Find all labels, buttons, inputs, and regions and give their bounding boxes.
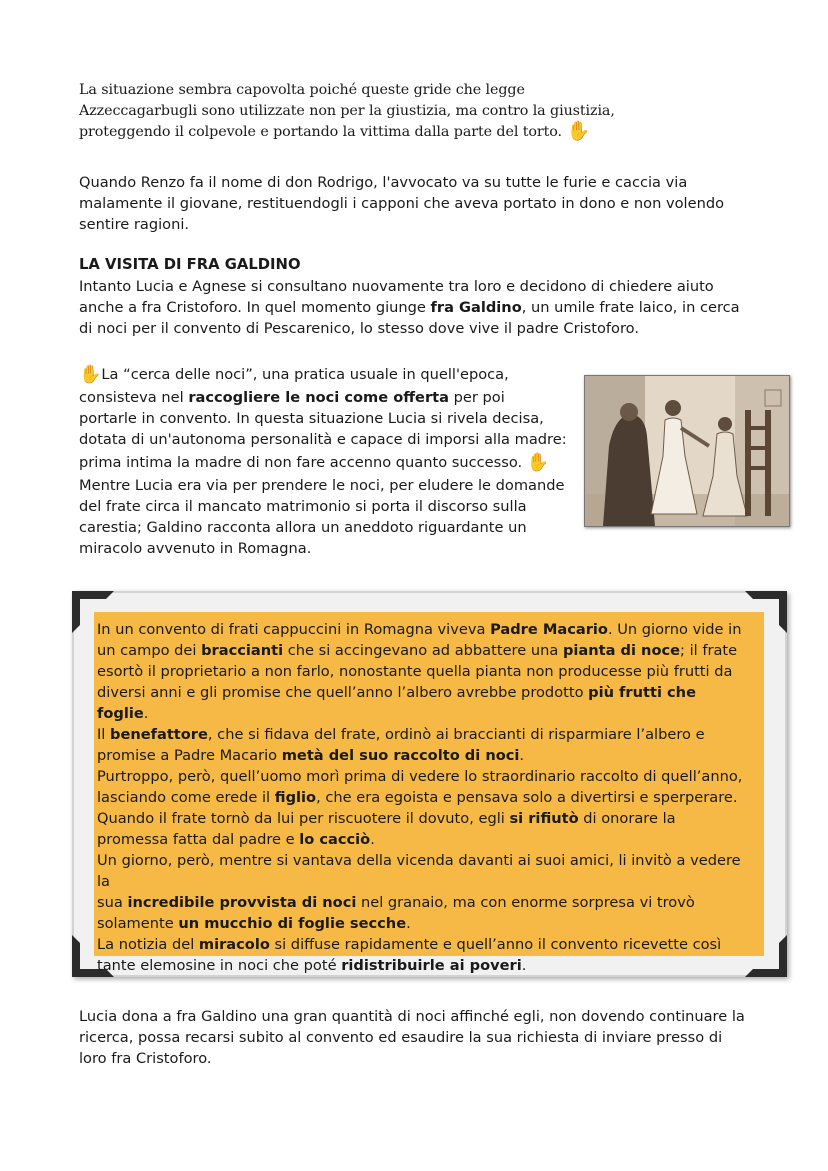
- text-line: ricerca, possa recarsi subito al convento ed esaudire la sua richiesta di inviare presso di: [79, 1029, 723, 1046]
- story-line: Quando il frate tornò da lui per riscuotere il dovuto, egli si rifiutò di onorare la: [97, 810, 676, 827]
- story-line: Purtroppo, però, quell’uomo morì prima di vedere lo straordinario raccolto di quell’anno,: [97, 768, 743, 785]
- text-line: Lucia dona a fra Galdino una gran quantità di noci affinché egli, non dovendo continuare la: [79, 1008, 745, 1025]
- engraving-image: [585, 376, 789, 526]
- text-line: ✋La “cerca delle noci”, una pratica usuale in quell'epoca,: [79, 364, 509, 385]
- bold-term: raccogliere le noci come offerta: [188, 389, 449, 406]
- text-line: anche a fra Cristoforo. In quel momento giunge fra Galdino, un umile frate laico, in cerca: [79, 299, 740, 316]
- story-line: solamente un mucchio di foglie secche.: [97, 915, 411, 932]
- intro-paragraph: [79, 80, 615, 143]
- text-line: carestia; Galdino racconta allora un aneddoto riguardante un: [79, 519, 527, 536]
- story-line: sua incredibile provvista di noci nel granaio, ma con enorme sorpresa vi trovò: [97, 894, 695, 911]
- section-heading: LA VISITA DI FRA GALDINO: [79, 256, 301, 273]
- closing-paragraph: [79, 1006, 745, 1069]
- story-line: promessa fatta dal padre e lo cacciò.: [97, 831, 375, 848]
- story-line: diversi anni e gli promise che quell’anno l’albero avrebbe prodotto più frutti che: [97, 684, 696, 701]
- story-line: Un giorno, però, mentre si vantava della vicenda davanti ai suoi amici, li invitò a vedere la: [97, 852, 741, 890]
- renzo-paragraph: [79, 172, 724, 235]
- raised-hand-icon: ✋: [526, 452, 550, 473]
- engraving-illustration: [584, 375, 790, 527]
- text-line: del frate circa il mancato matrimonio si porta il discorso sulla: [79, 498, 527, 515]
- text-line: Azzeccagarbugli sono utilizzate non per la giustizia, ma contro la giustizia,: [79, 103, 615, 119]
- galdino-paragraph: [79, 276, 740, 339]
- text-line: proteggendo il colpevole e portando la vittima dalla parte del torto. ✋: [79, 120, 591, 142]
- text-line: Mentre Lucia era via per prendere le noci, per eludere le domande: [79, 477, 565, 494]
- text-line: loro fra Cristoforo.: [79, 1050, 212, 1067]
- text-line: dotata di un'autonoma personalità e capace di imporsi alla madre:: [79, 431, 567, 448]
- raised-hand-icon: ✋: [566, 120, 591, 142]
- story-line: un campo dei braccianti che si accingevano ad abbattere una pianta di noce; il frate: [97, 642, 738, 659]
- text-line: sentire ragioni.: [79, 216, 190, 233]
- story-line: In un convento di frati cappuccini in Romagna viveva Padre Macario. Un giorno vide in: [97, 621, 742, 638]
- text-line: miracolo avvenuto in Romagna.: [79, 540, 312, 557]
- story-line: promise a Padre Macario metà del suo raccolto di noci.: [97, 747, 525, 764]
- story-line: lasciando come erede il figlio, che era egoista e pensava solo a divertirsi e sperperare.: [97, 789, 738, 806]
- miracle-story-box: [94, 612, 764, 974]
- text-line: portarle in convento. In questa situazione Lucia si rivela decisa,: [79, 410, 544, 427]
- raised-hand-icon: ✋: [79, 364, 102, 385]
- story-line: Il benefattore, che si fidava del frate, ordinò ai braccianti di risparmiare l’albero e: [97, 726, 705, 743]
- story-line: La notizia del miracolo si diffuse rapidamente e quell’anno il convento ricevette così: [97, 936, 722, 953]
- text-line: Quando Renzo fa il nome di don Rodrigo, l'avvocato va su tutte le furie e caccia via: [79, 174, 688, 191]
- text-line: prima intima la madre di non fare accenno quanto successo. ✋: [79, 452, 550, 473]
- cerca-noci-paragraph: [79, 364, 579, 559]
- text-line: La situazione sembra capovolta poiché queste gride che legge: [79, 82, 525, 98]
- text-line: malamente il giovane, restituendogli i capponi che aveva portato in dono e non volendo: [79, 195, 725, 212]
- story-line: foglie.: [97, 705, 149, 722]
- story-line: tante elemosine in noci che poté ridistribuirle ai poveri.: [97, 957, 527, 974]
- text-line: Intanto Lucia e Agnese si consultano nuovamente tra loro e decidono di chiedere aiuto: [79, 278, 714, 295]
- bold-term: fra Galdino: [430, 299, 522, 316]
- text-line: consisteva nel raccogliere le noci come offerta per poi: [79, 389, 505, 406]
- text-line: di noci per il convento di Pescarenico, lo stesso dove vive il padre Cristoforo.: [79, 320, 639, 337]
- story-line: esortò il proprietario a non farlo, nonostante quella pianta non producesse più frutti da: [97, 663, 733, 680]
